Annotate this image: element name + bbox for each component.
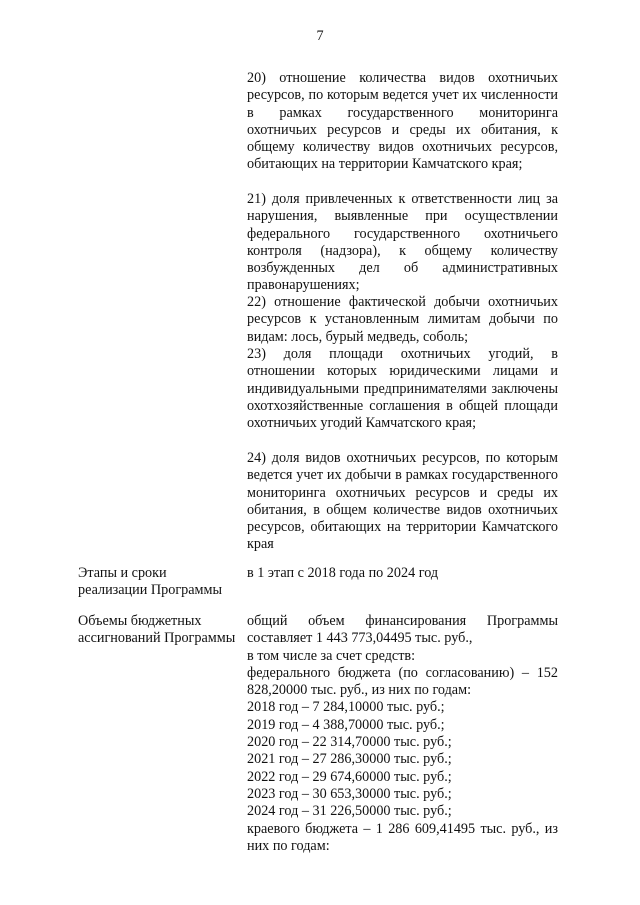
stages-value: в 1 этап с 2018 года по 2024 год bbox=[247, 565, 439, 581]
indicator-item-20: 20) отношение количества видов охотничьих ресурсов, по которым ведется учет их численности в рамках государственного мониторинга охотничьих ресурсов и среды их обитания, к общему количеству видов охотничьих ресурсов, обитающих на территории Камчатского края; bbox=[247, 70, 558, 173]
federal-year-2023: 2023 год – 30 653,30000 тыс. руб.; bbox=[247, 785, 452, 802]
federal-year-2022: 2022 год – 29 674,60000 тыс. руб.; bbox=[247, 768, 452, 785]
budget-label: Объемы бюджетных ассигнований Программы bbox=[78, 613, 236, 647]
indicator-item-24: 24) доля видов охотничьих ресурсов, по которым ведется учет их добычи в рамках государственного мониторинга охотничьих ресурсов и среды их обитания, в общем количестве видов охотничьих ресурсов, обитающих на территории Камчатского края bbox=[247, 450, 558, 553]
indicators-list bbox=[247, 70, 558, 554]
budget-details bbox=[247, 613, 558, 855]
budget-including: в том числе за счет средств: bbox=[247, 647, 416, 664]
regional-budget-intro: краевого бюджета – 1 286 609,41495 тыс. руб., из них по годам: bbox=[247, 820, 558, 854]
federal-budget-intro: федерального бюджета (по согласованию) – 152 828,20000 тыс. руб., из них по годам: bbox=[247, 664, 558, 699]
federal-year-2018: 2018 год – 7 284,10000 тыс. руб.; bbox=[247, 699, 445, 716]
page-number: 7 bbox=[316, 28, 324, 44]
indicator-item-22: 22) отношение фактической добычи охотничьих ресурсов к установленным лимитам добычи по видам: лось, бурый медведь, соболь; bbox=[247, 294, 558, 345]
federal-year-2024: 2024 год – 31 226,50000 тыс. руб.; bbox=[247, 803, 452, 820]
indicator-item-21: 21) доля привлеченных к ответственности лиц за нарушения, выявленные при осуществлении федерального государственного охотничьего контроля (надзора), к общему количеству возбужденных дел об административных правонарушениях; bbox=[247, 191, 558, 294]
federal-year-2019: 2019 год – 4 388,70000 тыс. руб.; bbox=[247, 716, 445, 733]
federal-year-2021: 2021 год – 27 286,30000 тыс. руб.; bbox=[247, 751, 452, 768]
stages-label: Этапы и сроки реализации Программы bbox=[78, 565, 223, 599]
federal-year-2020: 2020 год – 22 314,70000 тыс. руб.; bbox=[247, 734, 452, 751]
indicator-item-23: 23) доля площади охотничьих угодий, в отношении которых юридическими лицами и индивидуальными предпринимателями заключены охотхозяйственные соглашения в общей площади охотничьих угодий Камчатского края; bbox=[247, 346, 558, 432]
budget-total: общий объем финансирования Программы составляет 1 443 773,04495 тыс. руб., bbox=[247, 613, 558, 647]
